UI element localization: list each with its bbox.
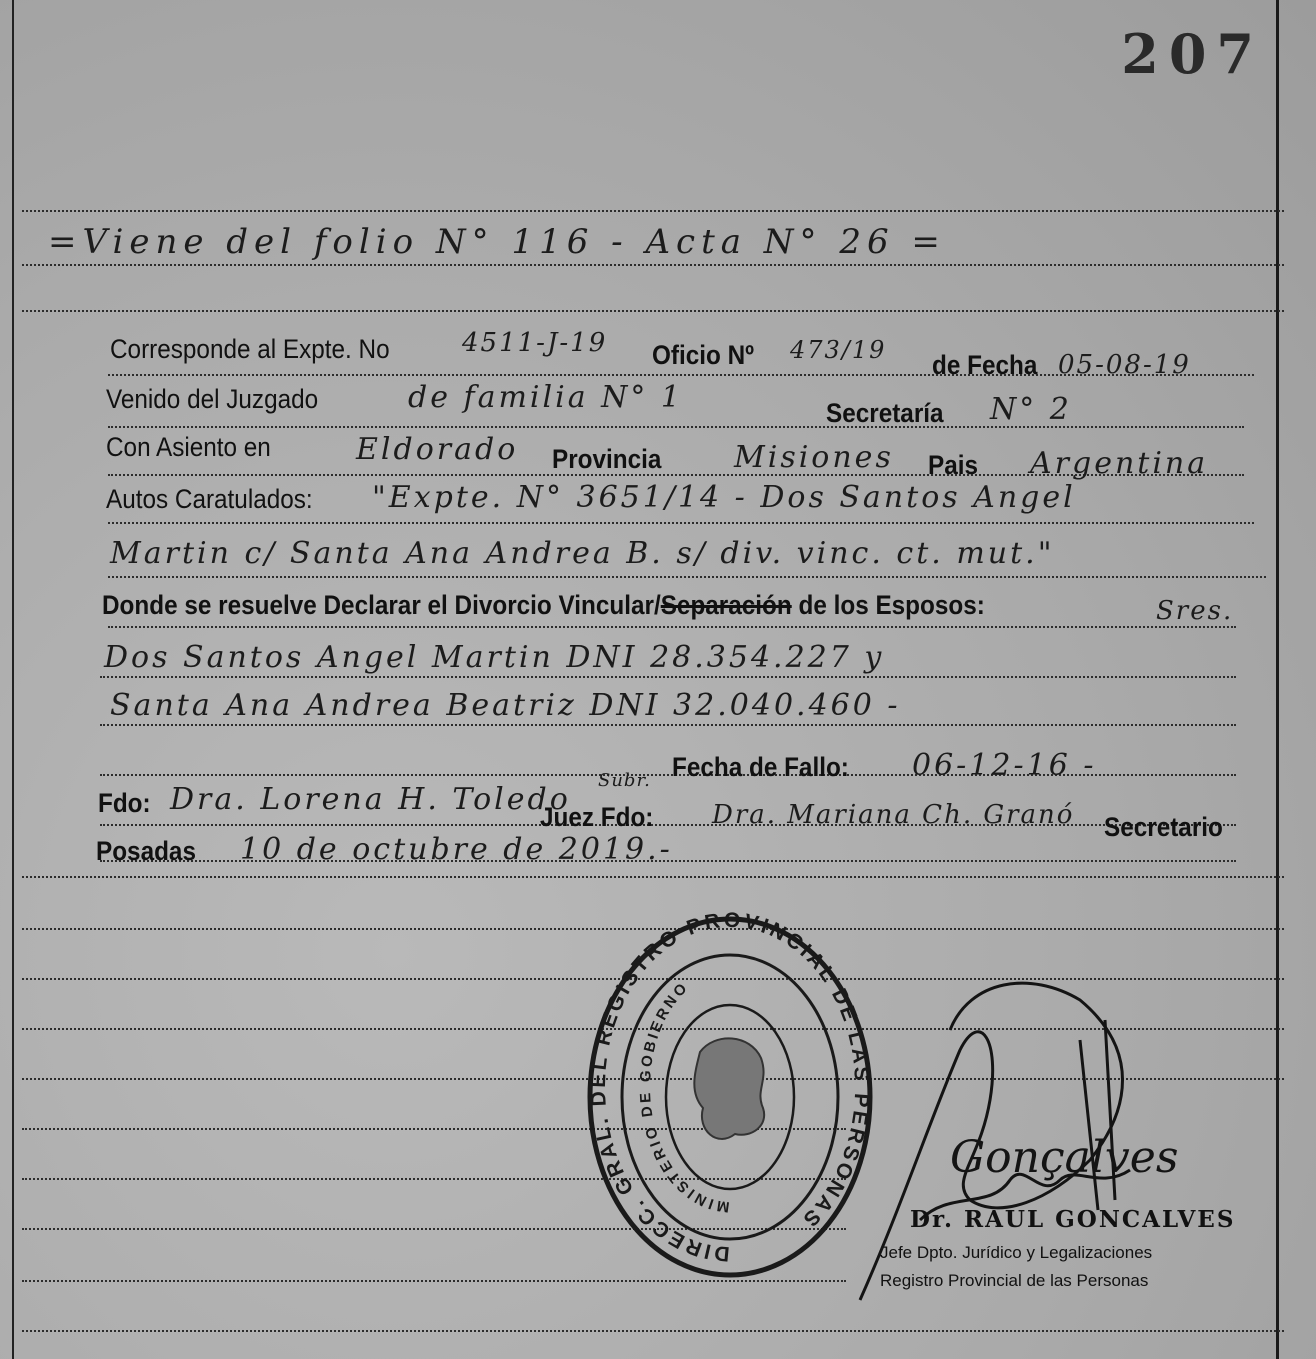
ruled-line	[22, 876, 1284, 878]
label-juez-fdo: Juez Fdo:	[540, 802, 654, 832]
value-subr: Subr.	[598, 770, 651, 791]
label-de-fecha: de Fecha	[932, 350, 1038, 380]
page-number: 207	[1121, 22, 1264, 86]
label-oficio: Oficio Nº	[652, 340, 755, 370]
value-expte-no: 4511-J-19	[462, 328, 608, 358]
fill-line	[108, 626, 1236, 628]
ruled-line	[22, 1330, 1284, 1332]
value-autos-line2: Martin c/ Santa Ana Andrea B. s/ div. vinc. ct. mut."	[110, 536, 1055, 571]
signature-scrawl-text: Gonçalves	[950, 1132, 1179, 1183]
value-esposo: Dos Santos Angel Martin DNI 28.354.227 y	[104, 640, 885, 675]
fill-line	[108, 426, 1244, 428]
value-esposos-prefix: Sres.	[1156, 596, 1234, 626]
value-autos-line1: "Expte. N° 3651/14 - Dos Santos Angel	[372, 480, 1076, 515]
label-fdo-juez: Fdo:	[98, 788, 151, 818]
fill-line	[108, 522, 1254, 524]
value-fecha-fallo: 06-12-16 -	[912, 748, 1097, 783]
value-fecha: 05-08-19	[1058, 350, 1191, 380]
value-oficio-no: 473/19	[790, 336, 887, 364]
value-provincia: Misiones	[734, 440, 894, 475]
fill-line	[100, 724, 1236, 726]
ruled-line	[22, 210, 1284, 212]
label-fecha-fallo: Fecha de Fallo:	[672, 752, 849, 782]
label-posadas: Posadas	[96, 836, 196, 866]
value-secretario-firma: Dra. Mariana Ch. Granó	[712, 800, 1075, 830]
officer-stamp	[880, 1206, 1240, 1291]
value-pais: Argentina	[1030, 446, 1209, 481]
label-con-asiento: Con Asiento en	[106, 432, 271, 462]
value-juez-firma: Dra. Lorena H. Toledo	[170, 782, 571, 817]
official-seal	[585, 912, 875, 1282]
fill-line	[108, 576, 1266, 578]
seal-outer-text: DIRECC. GRAL. DEL REGISTRO PROVINCIAL DE LAS PERSONAS	[586, 912, 874, 1266]
label-secretario: Secretario	[1104, 812, 1223, 842]
label-provincia: Provincia	[552, 444, 662, 474]
officer-role: Jefe Dpto. Jurídico y Legalizaciones	[880, 1243, 1153, 1262]
label-autos: Autos Caratulados:	[106, 484, 313, 514]
value-secretaria: N° 2	[990, 392, 1072, 427]
label-corresponde-expte: Corresponde al Expte. No	[110, 334, 390, 364]
label-pais: Pais	[928, 450, 978, 480]
value-asiento: Eldorado	[356, 432, 519, 467]
value-posadas-fecha: 10 de octubre de 2019.-	[240, 832, 673, 867]
label-venido: Venido del Juzgado	[106, 384, 319, 414]
officer-name: Dr. RAUL GONCALVES	[910, 1206, 1236, 1233]
officer-department: Registro Provincial de las Personas	[880, 1271, 1149, 1290]
fill-line	[100, 676, 1236, 678]
ruled-line	[22, 264, 1284, 266]
ruled-line	[22, 310, 1284, 312]
seal-emblem	[694, 1038, 764, 1139]
label-donde: Donde se resuelve Declarar el Divorcio Vincular/Separación de los Esposos:	[102, 590, 985, 620]
value-juzgado: de familia N° 1	[408, 380, 684, 415]
continuation-note: =Viene del folio N° 116 - Acta N° 26 =	[48, 222, 946, 262]
value-esposa: Santa Ana Andrea Beatriz DNI 32.040.460 -	[110, 688, 901, 723]
seal-inner-text: MINISTERIO DE GOBIERNO	[636, 978, 731, 1216]
label-secretaria: Secretaría	[826, 398, 944, 428]
